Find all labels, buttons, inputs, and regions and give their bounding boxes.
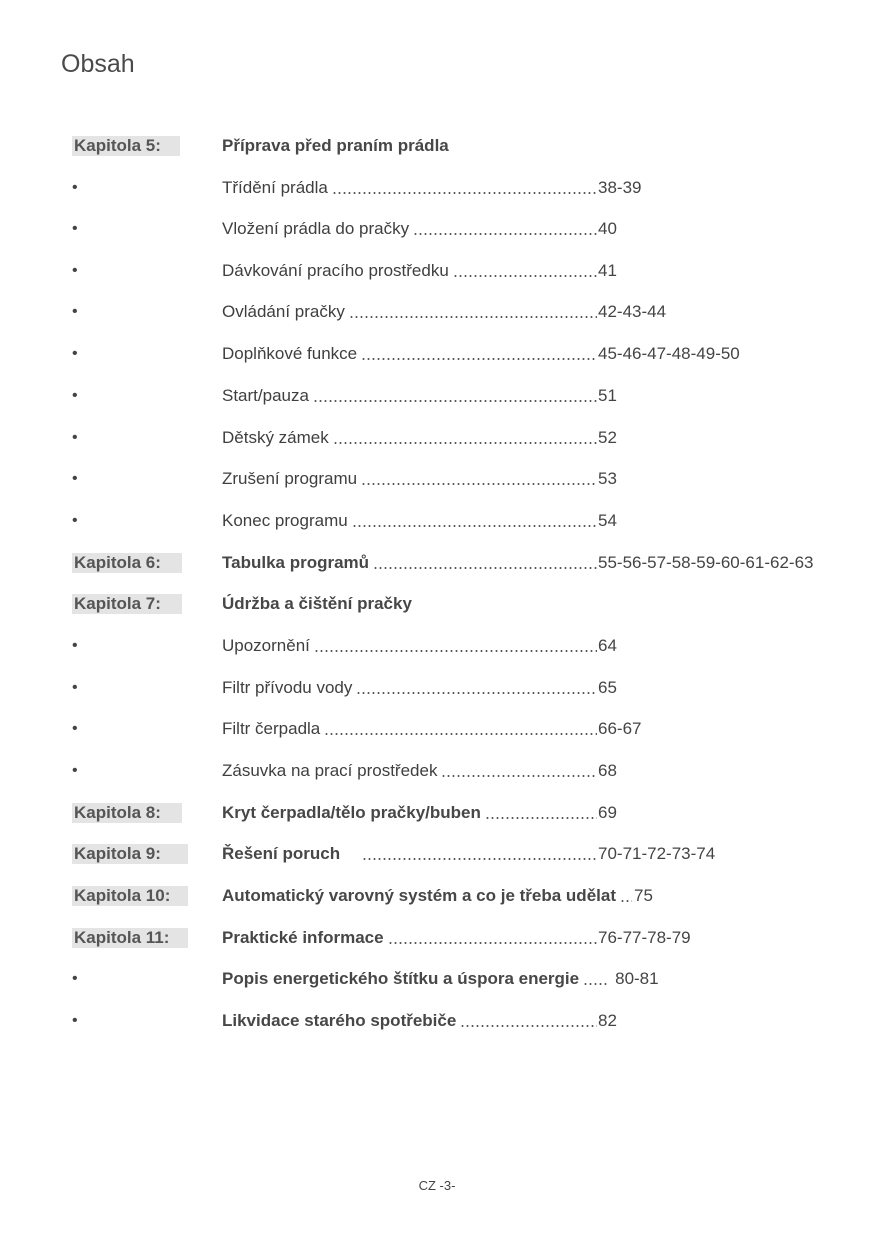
toc-row — [0, 417, 874, 457]
bullet: • — [72, 470, 78, 487]
entry-title: Praktické informace — [222, 928, 384, 947]
chapter-label: Kapitola 7: — [72, 594, 182, 614]
bullet: • — [72, 637, 78, 654]
page-numbers: 51 — [598, 386, 617, 405]
entry-title: Tabulka programů — [222, 553, 370, 572]
toc-row — [0, 625, 874, 665]
page-numbers: 38-39 — [598, 178, 642, 197]
entry-title: Dětský zámek — [222, 428, 329, 447]
page-numbers: 82 — [598, 1011, 617, 1030]
entry-title: Dávkování pracího prostředku — [222, 261, 449, 280]
page-numbers: 68 — [598, 761, 617, 780]
toc-entry — [222, 886, 672, 906]
toc-entry — [222, 594, 412, 614]
toc-entry — [222, 302, 597, 322]
entry-title: Třídění prádla — [222, 178, 328, 197]
entry-title: Likvidace starého spotřebiče — [222, 1011, 457, 1030]
toc-row — [0, 333, 874, 373]
dot-leader — [620, 899, 632, 903]
dot-leader — [373, 566, 597, 570]
dot-leader — [324, 732, 597, 736]
toc-row — [0, 291, 874, 331]
bullet: • — [72, 387, 78, 404]
toc-entry — [222, 469, 597, 489]
dot-leader — [362, 857, 597, 861]
toc-entry — [222, 719, 597, 739]
page-numbers: 64 — [598, 636, 617, 655]
entry-title: Zrušení programu — [222, 469, 358, 488]
toc-entry — [222, 761, 597, 781]
toc-row — [0, 667, 874, 707]
bullet: • — [72, 262, 78, 279]
toc-row-chapter-8 — [0, 792, 874, 832]
bullet: • — [72, 762, 78, 779]
chapter-label: Kapitola 11: — [72, 928, 188, 948]
dot-leader — [485, 816, 597, 820]
toc-entry — [222, 386, 597, 406]
page-numbers: 66-67 — [598, 719, 642, 738]
bullet: • — [72, 720, 78, 737]
entry-title: Údržba a čištění pračky — [222, 594, 412, 613]
toc-entry — [222, 678, 597, 698]
page-numbers: 65 — [598, 678, 617, 697]
dot-leader — [361, 357, 597, 361]
toc-row — [0, 750, 874, 790]
toc-entry — [222, 803, 597, 823]
entry-title: Automatický varovný systém a co je třeba udělat — [222, 886, 616, 905]
dot-leader — [332, 191, 597, 195]
bullet: • — [72, 179, 78, 196]
entry-title: Zásuvka na prací prostředek — [222, 761, 438, 780]
toc-entry — [222, 511, 597, 531]
toc-entry — [222, 428, 597, 448]
toc-entry — [222, 344, 597, 364]
page-numbers: 70-71-72-73-74 — [598, 844, 716, 863]
dot-leader — [388, 941, 597, 945]
dot-leader — [460, 1024, 597, 1028]
bullet: • — [72, 1012, 78, 1029]
toc-entry — [222, 844, 597, 864]
page-numbers: 40 — [598, 219, 617, 238]
chapter-label: Kapitola 5: — [72, 136, 180, 156]
bullet: • — [72, 220, 78, 237]
page-title: Obsah — [61, 50, 135, 78]
entry-title: Filtr přívodu vody — [222, 678, 353, 697]
toc-entry — [222, 178, 597, 198]
chapter-label: Kapitola 6: — [72, 553, 182, 573]
page-numbers: 55-56-57-58-59-60-61-62-63 — [598, 553, 814, 572]
dot-leader — [453, 274, 597, 278]
toc-row-chapter-6 — [0, 542, 874, 582]
toc-row — [0, 375, 874, 415]
page-numbers: 76-77-78-79 — [598, 928, 691, 947]
bullet: • — [72, 512, 78, 529]
dot-leader — [349, 315, 597, 319]
toc-row-chapter-7 — [0, 583, 874, 623]
entry-title: Příprava před praním prádla — [222, 136, 449, 155]
page-numbers: 52 — [598, 428, 617, 447]
toc-row — [0, 708, 874, 748]
toc-row-chapter-5 — [0, 125, 874, 165]
toc-entry — [222, 136, 449, 156]
toc-row — [0, 500, 874, 540]
page-numbers: 69 — [598, 803, 617, 822]
entry-title: Doplňkové funkce — [222, 344, 358, 363]
toc-entry — [222, 553, 597, 573]
toc-row-chapter-9 — [0, 833, 874, 873]
bullet: • — [72, 303, 78, 320]
toc-row — [0, 958, 874, 998]
dot-leader — [583, 982, 607, 986]
dot-leader — [333, 441, 597, 445]
chapter-label: Kapitola 8: — [72, 803, 182, 823]
dot-leader — [413, 232, 597, 236]
page-numbers: 80-81 — [615, 969, 659, 988]
entry-title: Ovládání pračky — [222, 302, 345, 321]
bullet: • — [72, 429, 78, 446]
dot-leader — [313, 399, 597, 403]
entry-title: Popis energetického štítku a úspora energie — [222, 969, 580, 988]
entry-title: Upozornění — [222, 636, 310, 655]
toc-row-chapter-10 — [0, 875, 874, 915]
page-numbers: 53 — [598, 469, 617, 488]
chapter-label: Kapitola 10: — [72, 886, 188, 906]
toc-row — [0, 250, 874, 290]
page-numbers: 45-46-47-48-49-50 — [598, 344, 740, 363]
page-numbers: 54 — [598, 511, 617, 530]
toc-entry — [222, 928, 597, 948]
page-footer: CZ -3- — [418, 1178, 456, 1193]
toc-entry — [222, 219, 597, 239]
bullet: • — [72, 345, 78, 362]
entry-title: Konec programu — [222, 511, 348, 530]
bullet: • — [72, 970, 78, 987]
entry-title: Vložení prádla do pračky — [222, 219, 410, 238]
dot-leader — [356, 691, 597, 695]
toc-row — [0, 208, 874, 248]
toc-entry — [222, 636, 597, 656]
entry-title: Filtr čerpadla — [222, 719, 321, 738]
chapter-label: Kapitola 9: — [72, 844, 188, 864]
dot-leader — [361, 482, 597, 486]
entry-title: Řešení poruch — [222, 844, 341, 863]
bullet: • — [72, 679, 78, 696]
entry-title: Start/pauza — [222, 386, 309, 405]
dot-leader — [352, 524, 597, 528]
toc-entry — [222, 969, 702, 989]
toc-row — [0, 458, 874, 498]
toc-row-chapter-11 — [0, 917, 874, 957]
page-numbers: 75 — [634, 886, 653, 905]
toc-row — [0, 167, 874, 207]
dot-leader — [441, 774, 597, 778]
page-numbers: 42-43-44 — [598, 302, 667, 321]
dot-leader — [314, 649, 597, 653]
page-numbers: 41 — [598, 261, 617, 280]
entry-title: Kryt čerpadla/tělo pračky/buben — [222, 803, 481, 822]
toc-row — [0, 1000, 874, 1040]
toc-entry — [222, 1011, 597, 1031]
toc-entry — [222, 261, 597, 281]
